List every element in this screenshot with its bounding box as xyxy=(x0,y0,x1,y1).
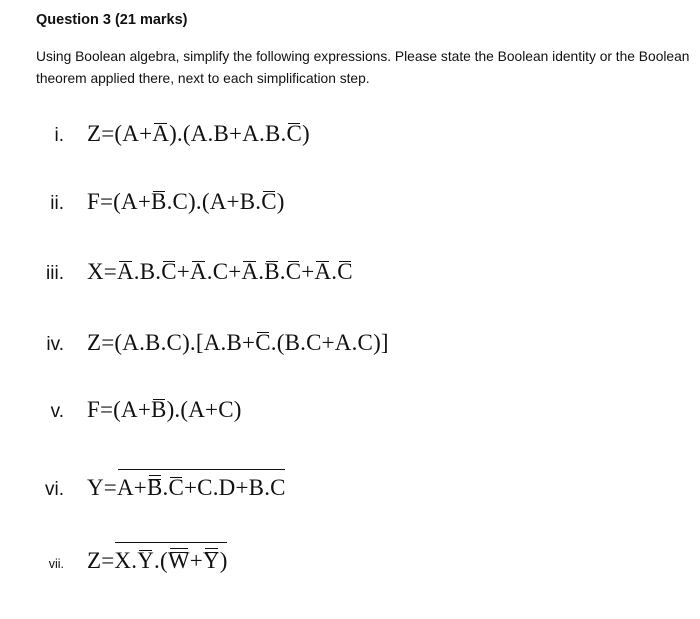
item-numeral: iv. xyxy=(46,334,64,355)
expression-segment: X= xyxy=(87,259,117,284)
boolean-expression xyxy=(87,330,389,356)
negated-term: C xyxy=(255,330,271,355)
expression-segment: . xyxy=(258,259,265,284)
expression-item xyxy=(0,121,640,155)
expression-segment: + xyxy=(301,259,315,284)
expression-segment: F=(A+ xyxy=(87,189,152,214)
expression-item xyxy=(0,548,640,582)
negated-term: C xyxy=(285,259,302,284)
expression-item xyxy=(0,475,640,509)
expression-segment: ) xyxy=(276,189,285,214)
item-numeral: v. xyxy=(50,401,64,422)
complement-overbar xyxy=(115,542,226,543)
boolean-expression xyxy=(87,397,242,423)
negated-term: C xyxy=(286,121,303,146)
negated-term: Y xyxy=(137,548,154,573)
expression-segment: Z= xyxy=(87,548,115,573)
expression-segment: A+ xyxy=(116,475,147,500)
negated-term: C xyxy=(161,259,177,284)
negated-term: B xyxy=(264,259,280,284)
expression-segment: X. xyxy=(114,548,138,573)
question-heading: Question 3 (21 marks) xyxy=(36,12,188,28)
negated-term: B xyxy=(146,475,163,500)
item-numeral: vii. xyxy=(48,557,64,571)
item-numeral: ii. xyxy=(50,193,64,214)
expression-segment: ).(A.B+A.B. xyxy=(169,121,287,146)
boolean-expression xyxy=(87,259,353,285)
expression-segment: Y= xyxy=(87,475,117,500)
boolean-expression xyxy=(87,475,286,501)
expression-item xyxy=(0,189,640,223)
expression-item xyxy=(0,259,640,293)
expression-segment: .B. xyxy=(133,259,162,284)
expression-segment: ).(A+C) xyxy=(166,397,242,422)
negated-term: A xyxy=(116,259,134,284)
expression-segment: F=(A+ xyxy=(87,397,152,422)
expression-segment: + xyxy=(176,259,190,284)
item-numeral: vi. xyxy=(45,479,64,500)
boolean-expression xyxy=(87,548,228,574)
expression-segment: .( xyxy=(154,548,168,573)
expression-segment: .C+ xyxy=(206,259,242,284)
negated-term: A xyxy=(241,259,259,284)
expression-segment: . xyxy=(279,259,286,284)
negated-term: A xyxy=(189,259,207,284)
negated-term: A xyxy=(314,259,332,284)
boolean-expression xyxy=(87,121,310,147)
item-numeral: iii. xyxy=(46,263,64,284)
negated-term: Y xyxy=(202,548,220,573)
expression-segment: ) xyxy=(219,548,228,573)
boolean-expression xyxy=(87,189,285,215)
negated-term: C xyxy=(337,259,353,284)
expression-segment: + xyxy=(189,548,203,573)
expression-segment: . xyxy=(331,259,338,284)
negated-term: W xyxy=(167,548,190,573)
expression-segment: ) xyxy=(302,121,310,146)
question-instructions: Using Boolean algebra, simplify the following expressions. Please state the Boolean identity or the Boolean theorem applied there, next to each simplification step. xyxy=(36,49,690,86)
expression-item xyxy=(0,330,640,364)
item-numeral: i. xyxy=(54,125,64,146)
negated-term: C xyxy=(261,189,277,214)
expression-segment: Z=(A+ xyxy=(87,121,153,146)
negated-term: C xyxy=(168,475,185,500)
expression-segment: Z=(A.B.C).[A.B+ xyxy=(87,330,256,355)
expression-item xyxy=(0,397,640,431)
negated-term: A xyxy=(152,121,170,146)
complement-overbar xyxy=(118,469,285,470)
negated-term: B xyxy=(151,397,167,422)
expression-segment: .(B.C+A.C)] xyxy=(270,330,389,355)
negated-term: B xyxy=(151,189,167,214)
expression-segment: .C).(A+B. xyxy=(166,189,262,214)
expression-segment: +C.D+B.C xyxy=(184,475,286,500)
expression-segment: . xyxy=(162,475,169,500)
